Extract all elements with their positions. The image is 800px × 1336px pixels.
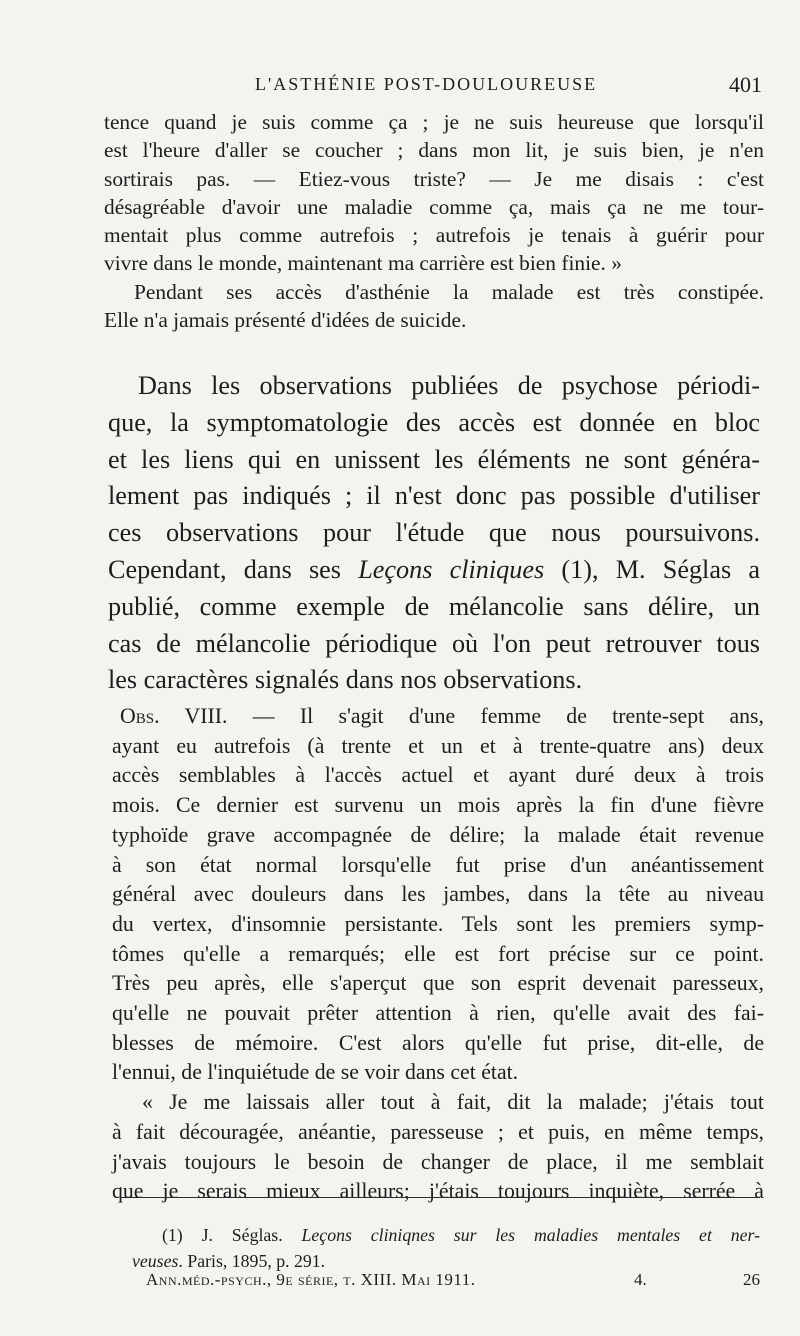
main-paragraph	[108, 368, 760, 699]
text-run: Cependant, dans ses	[108, 554, 359, 584]
footnote-title-italic: Leçons cliniqnes sur les maladies mentales et ner-	[301, 1225, 760, 1245]
text-line: accès semblables à l'accès actuel et ayant duré deux à trois	[112, 763, 764, 788]
text-line: lement pas indiqués ; il n'est donc pas possible d'utiliser	[108, 481, 760, 511]
text-run: (1) J. Séglas.	[162, 1225, 302, 1245]
sheet-number: 26	[743, 1270, 760, 1289]
text-line	[112, 702, 764, 732]
page-number: 401	[729, 72, 762, 97]
running-title: L'ASTHÉNIE POST-DOULOUREUSE	[255, 74, 598, 94]
footnote-divider	[120, 1197, 760, 1198]
text-line: à son état normal lorsqu'elle fut prise d'un anéantissement	[112, 852, 764, 877]
text-line: typhoïde grave accompagnée de délire; la malade était revenue	[112, 822, 764, 847]
text-line: ayant eu autrefois (à trente et un et à trente-quatre ans) deux	[112, 733, 764, 758]
text-line: Elle n'a jamais présenté d'idées de suicide.	[104, 308, 467, 333]
text-line	[108, 552, 760, 589]
text-line: mentait plus comme autrefois ; autrefois je tenais à guérir pour	[104, 223, 764, 248]
text-line: à fait découragée, anéantie, paresseuse ; et puis, en même temps,	[112, 1119, 764, 1144]
text-line: cas de mélancolie périodique où l'on peut retrouver tous	[108, 628, 760, 658]
text-line: publié, comme exemple de mélancolie sans délire, un	[108, 591, 760, 621]
text-line: qu'elle ne pouvait prêter attention à rien, qu'elle avait des fai-	[112, 1001, 764, 1026]
page-footer	[146, 1270, 760, 1296]
text-line: les caractères signalés dans nos observations.	[108, 665, 583, 695]
text-line: est l'heure d'aller se coucher ; dans mon lit, je suis bien, je n'en	[104, 138, 764, 163]
text-line: ces observations pour l'étude que nous poursuivons.	[108, 518, 760, 548]
text-line: désagréable d'avoir une maladie comme ça, mais ça ne me tour-	[104, 194, 764, 219]
running-head	[100, 72, 762, 102]
signature-mark: 4.	[634, 1270, 647, 1289]
text-line: Pendant ses accès d'asthénie la malade est très constipée.	[134, 279, 764, 304]
text-line: vivre dans le monde, maintenant ma carrière est bien finie. »	[104, 251, 622, 276]
footnote	[132, 1222, 760, 1274]
text-run: — Il s'agit d'une femme de trente-sept ans,	[227, 704, 764, 728]
text-line: « Je me laissais aller tout à fait, dit la malade; j'étais tout	[142, 1090, 764, 1115]
text-line: général avec douleurs dans les jambes, dans la tête au niveau	[112, 882, 764, 907]
text-line: Très peu après, elle s'aperçut que son esprit devenait paresseux,	[112, 971, 764, 996]
text-line: tômes qu'elle a remarqués; elle est fort précise sur ce point.	[112, 941, 764, 966]
observation-label: Obs. VIII.	[120, 704, 228, 728]
text-line: mois. Ce dernier est survenu un mois après la fin d'une fièvre	[112, 793, 764, 818]
text-run: . Paris, 1895, p. 291.	[178, 1251, 326, 1271]
journal-citation: Ann.méd.-psych., 9e série, t. XIII. Mai 1911.	[146, 1270, 476, 1289]
text-line: l'ennui, de l'inquiétude de se voir dans cet état.	[112, 1060, 519, 1085]
observation-viii	[112, 702, 764, 1207]
text-line: Dans les observations publiées de psychose périodi-	[138, 371, 760, 400]
continued-observation-text	[104, 108, 764, 334]
text-line: du vertex, d'insomnie persistante. Tels sont les premiers symp-	[112, 911, 764, 936]
text-line	[132, 1222, 760, 1248]
text-line: blesses de mémoire. C'est alors qu'elle fut prise, dit-elle, de	[112, 1030, 764, 1055]
text-line: tence quand je suis comme ça ; je ne suis heureuse que lorsqu'il	[104, 110, 764, 134]
text-line: et les liens qui en unissent les éléments ne sont généra-	[108, 444, 760, 474]
text-line: que, la symptomatologie des accès est donnée en bloc	[108, 407, 760, 437]
footnote-title-italic: veuses	[132, 1251, 179, 1271]
text-run: (1), M. Séglas a	[544, 554, 760, 584]
text-line: sortirais pas. — Etiez-vous triste? — Je me disais : c'est	[104, 166, 764, 191]
book-title-italic: Leçons cliniques	[358, 554, 545, 584]
text-line: j'avais toujours le besoin de changer de place, il me semblait	[112, 1149, 764, 1174]
text-line: que je serais mieux ailleurs; j'étais toujours inquiète, serrée à	[112, 1179, 764, 1204]
